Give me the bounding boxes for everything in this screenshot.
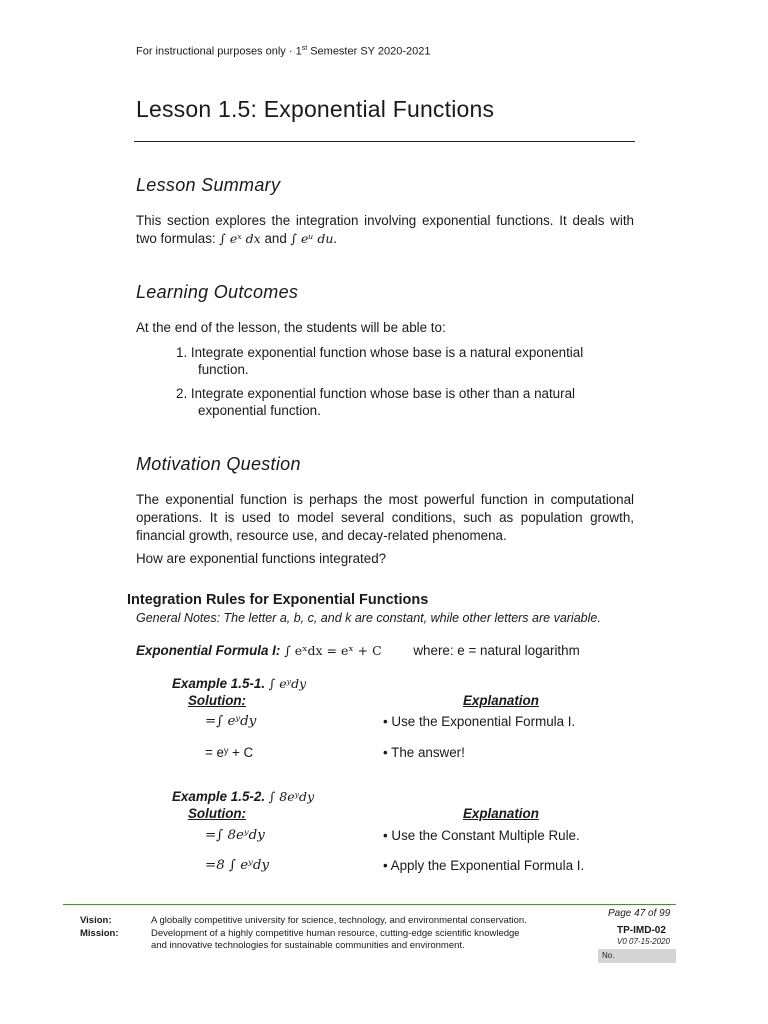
lesson-title: Lesson 1.5: Exponential Functions [136, 96, 495, 122]
control-number-box: No. [598, 949, 676, 963]
document-version: V0 07-15-2020 [617, 937, 670, 946]
example-1-bullet-2: • The answer! [383, 745, 465, 760]
example-1-bullet-1: • Use the Exponential Formula I. [383, 714, 576, 729]
lesson-summary-heading: Lesson Summary [136, 175, 281, 195]
example-1-step-2: = eʸ + C [205, 745, 254, 760]
motivation-paragraph: The exponential function is perhaps the most powerful function in computational operations. It is used to model several conditions, such as population growth, financial growth, resource use, and decay-related phenomena. [136, 492, 634, 543]
example-2-bullet-2: • Apply the Exponential Formula I. [383, 858, 585, 873]
title-divider [134, 141, 635, 142]
footer-divider [63, 904, 676, 905]
mission-text-line-2: and innovative technologies for sustainable communities and environment. [151, 940, 465, 951]
example-1-solution-label: Solution: [188, 693, 247, 708]
example-1-explanation-label: Explanation [463, 693, 539, 708]
motivation-question: How are exponential functions integrated? [136, 551, 387, 566]
general-notes: General Notes: The letter a, b, c, and k are constant, while other letters are variable. [136, 611, 601, 625]
example-2-title: Example 1.5-2. ∫ 8eʸdy [172, 789, 315, 804]
exponential-formula-1: Exponential Formula I: ∫ eˣdx = eˣ + C where: e = natural logarithm [136, 643, 580, 658]
mission-text-line-1: Development of a highly competitive human resource, cutting-edge scientific knowledge [151, 928, 520, 939]
example-2-step-2: =8 ∫ eʸdy [205, 858, 270, 873]
example-2-bullet-1: • Use the Constant Multiple Rule. [383, 828, 580, 843]
mission-label: Mission: [80, 928, 119, 939]
example-2-step-1: =∫ 8eʸdy [205, 828, 265, 843]
motivation-question-heading: Motivation Question [136, 454, 301, 474]
document-code: TP-IMD-02 [617, 925, 666, 936]
outcome-item-1: 1. Integrate exponential function whose base is a natural exponential function. [176, 345, 584, 377]
example-1-title: Example 1.5-1. ∫ eʸdy [172, 676, 307, 691]
example-2-explanation-label: Explanation [463, 806, 539, 821]
integration-rules-heading: Integration Rules for Exponential Functions [127, 592, 429, 608]
example-2-solution-label: Solution: [188, 806, 247, 821]
page-number: Page 47 of 99 [608, 908, 671, 919]
vision-text: A globally competitive university for science, technology, and environmental conservation. [151, 915, 527, 926]
outcome-item-2: 2. Integrate exponential function whose base is other than a natural exponential function. [176, 386, 576, 418]
example-1-step-1: =∫ eʸdy [205, 714, 257, 729]
vision-label: Vision: [80, 915, 112, 926]
header-note: For instructional purposes only · 1st Semester SY 2020-2021 [136, 45, 431, 58]
lesson-summary-text: This section explores the integration involving exponential functions. It deals with two formulas: ∫ eˣ dx and ∫ eᵘ du. [136, 213, 634, 246]
learning-outcomes-heading: Learning Outcomes [136, 282, 299, 302]
outcomes-intro: At the end of the lesson, the students will be able to: [136, 320, 446, 335]
